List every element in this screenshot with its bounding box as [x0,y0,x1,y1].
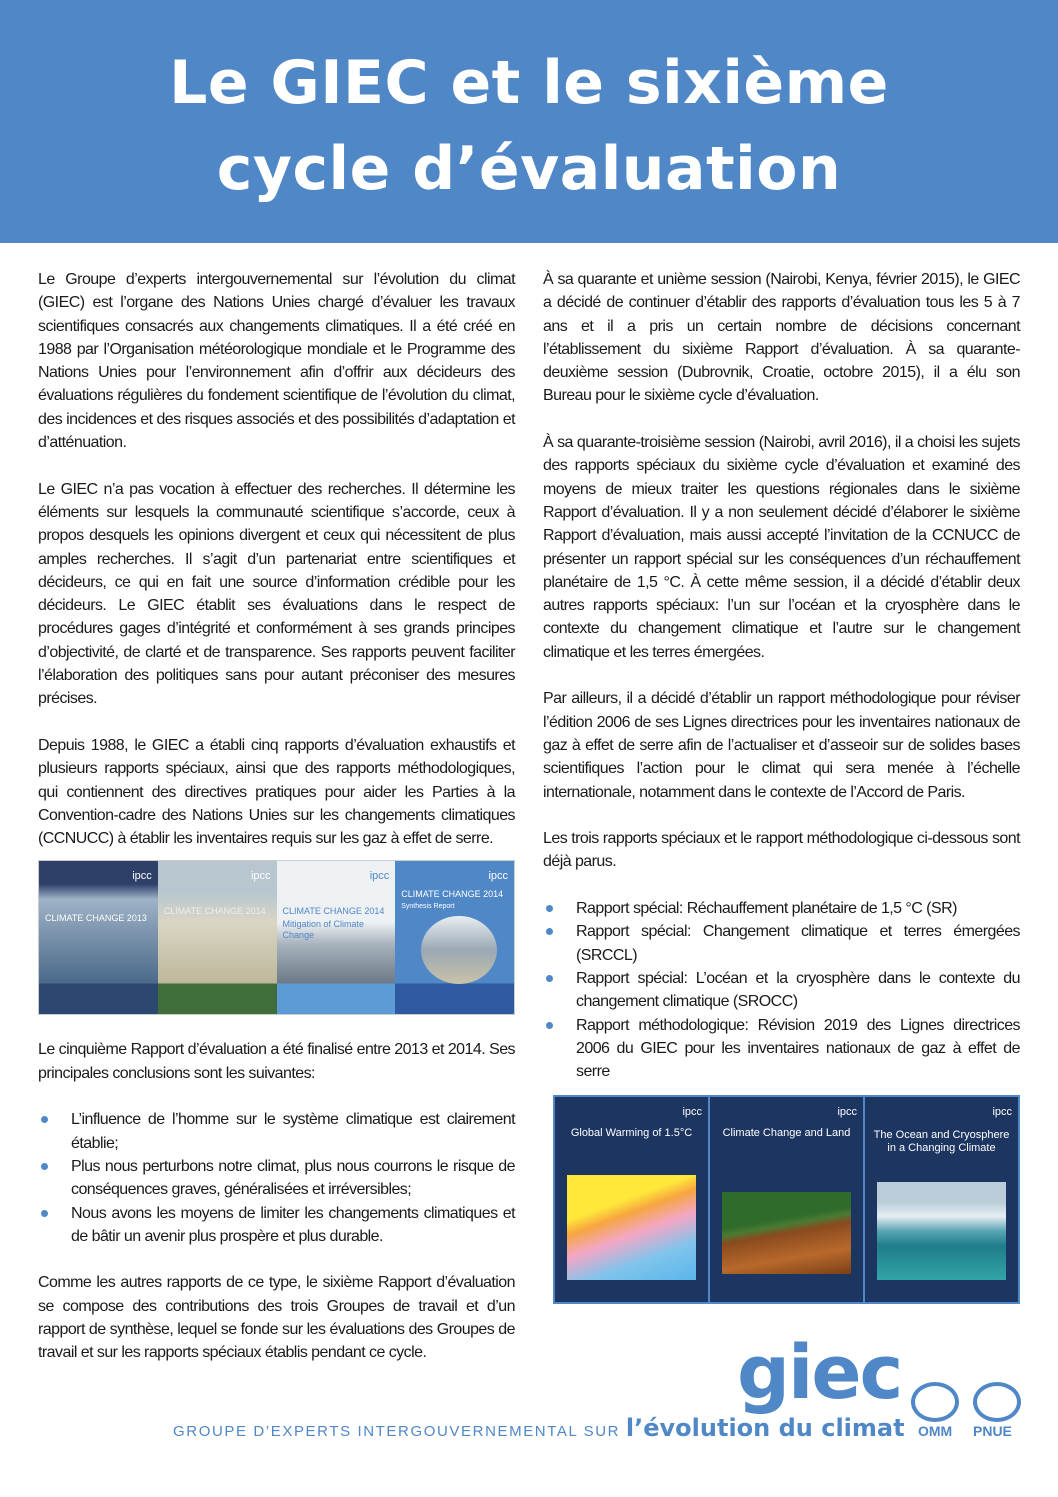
list-item: Rapport méthodologique: Révision 2019 des Lignes directrices 2006 du GIEC pour les inventaires nationaux de gaz à effet de serre [543,1014,1020,1084]
omm-label: OMM [918,1423,953,1439]
special-reports-list [543,897,1020,1083]
title-banner [0,0,1058,243]
omm-emblem-icon [911,1382,959,1422]
pnue-emblem-icon [973,1382,1021,1422]
cover-picture [567,1175,696,1280]
paragraph: Comme les autres rapports de ce type, le sixième Rapport d’évaluation se compose des contributions des trois Groupes de travail et d’un rapport de synthèse, lequel se fonde sur les évaluations des Groupes de travail et sur les rapports spéciaux établis pendant ce cycle. [38,1274,515,1362]
paragraph: Le cinquième Rapport d’évaluation a été finalisé entre 2013 et 2014. Ses principales conclusions sont les suivantes: [38,1041,515,1082]
paragraph: Les trois rapports spéciaux et le rapport méthodologique ci-dessous sont déjà parus. [543,830,1020,871]
special-reports-covers-image [553,1095,1020,1304]
list-item: Rapport spécial: Changement climatique et terres émergées (SRCCL) [543,920,1020,967]
left-column [38,268,515,1388]
paragraph: À sa quarante-troisième session (Nairobi, avril 2016), il a choisi les sujets des rapports spéciaux du sixième cycle d’évaluation et examiné des moyens de mieux traiter les questions régionales dans le sixième Rapport d’évaluation. Il y a non seulement décidé d’élaborer le sixième Rapport d’évaluation, mais aussi accepté l’invitation de la CCNUCC de présenter un rapport spécial sur les conséquences d’un réchauffement planétaire de 1,5 °C. À cette même session, il a décidé d’établir deux autres rapports spéciaux: l’un sur l’océan et la cryosphère dans le contexte du changement climatique et l’autre sur le changement climatique et les terres émergées. [543,434,1020,661]
cover-srccl: ipcc Climate Change and Land [710,1097,865,1302]
ar5-conclusions-list [38,1108,515,1248]
page-title: Le GIEC et le sixième cycle d’évaluation [169,48,889,204]
cover-srocc: ipcc The Ocean and Cryosphere in a Changing Climate [865,1097,1018,1302]
paragraph: Par ailleurs, il a décidé d’établir un rapport méthodologique pour réviser l’édition 2006 de ses Lignes directrices pour les inventaires nationaux de gaz à effet de serre afin de l’actualiser et d’asseoir sur de solides bases scientifiques l’action pour le climat qui sera menée à l’échelle internationale, notamment dans le contexte de l’Accord de Paris. [543,690,1020,801]
right-column [543,268,1020,1327]
list-item: Rapport spécial: Réchauffement planétaire de 1,5 °C (SR) [543,897,1020,920]
cover-sr15: ipcc Global Warming of 1.5°C [555,1097,710,1302]
cover-picture [877,1182,1006,1280]
cover-picture [722,1192,851,1274]
cover-globe [421,916,497,984]
giec-logo: giec [737,1330,902,1416]
list-item: Nous avons les moyens de limiter les changements climatiques et de bâtir un avenir plus prospère et plus durable. [38,1202,515,1249]
paragraph: Depuis 1988, le GIEC a établi cinq rapports d’évaluation exhaustifs et plusieurs rapports spéciaux, ainsi que des rapports méthodologiques, qui contiennent des directives pratiques pour aider les Parties à la Convention-cadre des Nations Unies sur les changements climatiques (CCNUCC) à établir les inventaires requis sur les gaz à effet de serre. [38,736,515,848]
list-item: Rapport spécial: L’océan et la cryosphère dans le contexte du changement climatique (SROCC) [543,967,1020,1014]
cover-wg2: ipcc CLIMATE CHANGE 2014 [158,861,277,1014]
footer-tagline: GROUPE D’EXPERTS INTERGOUVERNEMENTAL SUR l’évolution du climat [173,1414,905,1442]
paragraph: Le GIEC n’a pas vocation à effectuer des recherches. Il détermine les éléments sur lesquels la communauté scientifique s’accorde, ceux à propos desquels les opinions divergent et ceux qui nécessitent de plus amples recherches. Il s’agit d’un partenariat entre scientifiques et décideurs, ce qui en fait une source d’information crédible pour les décideurs. Le GIEC établit ses évaluations dans le respect de procédures gages d’intégrité et conformément à ses grands principes d’objectivité, de clarté et de transparence. Ses rapports peuvent faciliter l’élaboration des politiques sans pour autant préconiser des mesures précises. [38,480,515,708]
list-item: Plus nous perturbons notre climat, plus nous courrons le risque de conséquences graves, généralisées et irréversibles; [38,1155,515,1202]
cover-wg3: ipcc CLIMATE CHANGE 2014 Mitigation of Climate Change [277,861,396,1014]
paragraph: À sa quarante et unième session (Nairobi, Kenya, février 2015), le GIEC a décidé de continuer d’établir des rapports d’évaluation tous les 5 à 7 ans et il a pris un certain nombre de décisions concernant l’établissement du sixième Rapport d’évaluation. À sa quarante-deuxième session (Dubrovnik, Croatie, octobre 2015), il a élu son Bureau pour le sixième cycle d’évaluation. [543,271,1020,405]
cover-syr: ipcc CLIMATE CHANGE 2014 Synthesis Report [395,861,514,1014]
cover-wg1: ipcc CLIMATE CHANGE 2013 [39,861,158,1014]
ar5-covers-image [38,860,515,1015]
paragraph: Le Groupe d’experts intergouvernemental sur l’évolution du climat (GIEC) est l’organe des Nations Unies chargé d’évaluer les travaux scientifiques consacrés aux changements climatiques. Il a été créé en 1988 par l’Organisation météorologique mondiale et le Programme des Nations Unies pour l’environnement afin d’offrir aux décideurs des évaluations régulières du fondement scientifique de l’évolution du climat, des incidences et des risques associés et des possibilités d’adaptation et d’atténuation. [38,271,515,452]
list-item: L’influence de l’homme sur le système climatique est clairement établie; [38,1108,515,1155]
pnue-label: PNUE [973,1423,1012,1439]
